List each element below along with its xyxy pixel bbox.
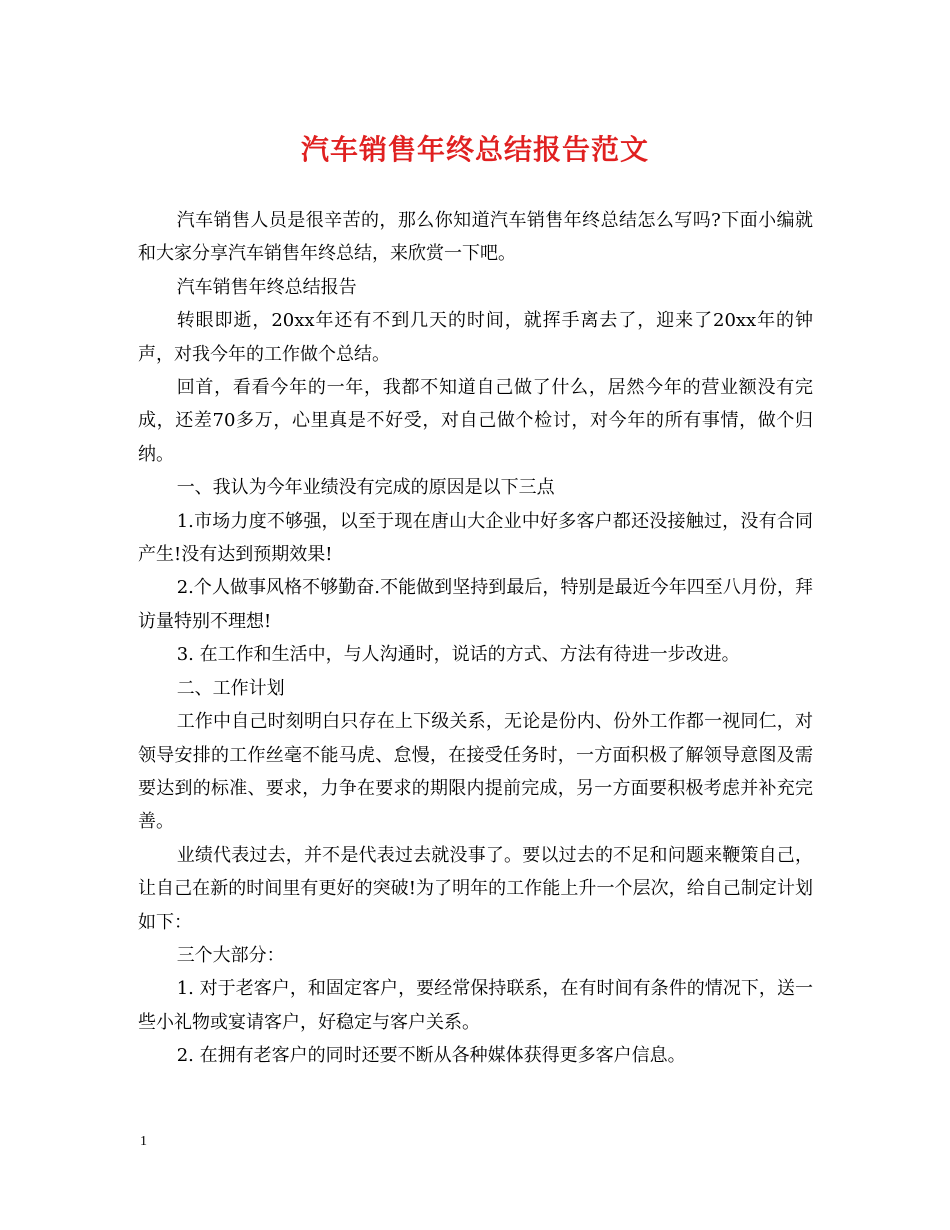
paragraph: 工作中自己时刻明白只存在上下级关系，无论是份内、份外工作都一视同仁，对领导安排的工作丝毫不能马虎、怠慢，在接受任务时，一方面积极了解领导意图及需要达到的标准、要求，力争在要求的期限内提前完成，另一方面要积极考虑并补充完善。 [138, 711, 813, 833]
document-title: 汽车销售年终总结报告范文 [300, 133, 649, 166]
paragraph: 三个大部分： [176, 944, 285, 966]
paragraph: 2.个人做事风格不够勤奋.不能做到坚持到最后，特别是最近今年四至八月份，拜访量特别不理想! [138, 577, 813, 632]
section-heading: 一、我认为今年业绩没有完成的原因是以下三点 [176, 477, 555, 499]
paragraph: 2. 在拥有老客户的同时还要不断从各种媒体获得更多客户信息。 [176, 1045, 686, 1067]
paragraph: 转眼即逝，20xx年还有不到几天的时间，就挥手离去了，迎来了20xx年的钟声，对我今年的工作做个总结。 [138, 310, 813, 365]
paragraph: 汽车销售年终总结报告 [176, 276, 357, 298]
section-heading: 二、工作计划 [176, 677, 285, 699]
paragraph: 1. 对于老客户，和固定客户，要经常保持联系，在有时间有条件的情况下，送一些小礼物或宴请客户，好稳定与客户关系。 [138, 978, 813, 1033]
paragraph: 回首，看看今年的一年，我都不知道自己做了什么，居然今年的营业额没有完成，还差70多万，心里真是不好受，对自己做个检讨，对今年的所有事情，做个归纳。 [138, 377, 813, 465]
document-body [138, 204, 813, 1073]
paragraph: 1.市场力度不够强，以至于现在唐山大企业中好多客户都还没接触过，没有合同产生!没有达到预期效果! [138, 510, 813, 566]
page-number: 1 [140, 1134, 147, 1149]
paragraph: 汽车销售人员是很辛苦的，那么你知道汽车销售年终总结怎么写吗?下面小编就和大家分享汽车销售年终总结，来欣赏一下吧。 [138, 210, 813, 265]
paragraph: 业绩代表过去，并不是代表过去就没事了。要以过去的不足和问题来鞭策自己，让自己在新的时间里有更好的突破!为了明年的工作能上升一个层次，给自己制定计划如下： [138, 844, 813, 933]
paragraph: 3. 在工作和生活中，与人沟通时，说话的方式、方法有待进一步改进。 [176, 644, 740, 666]
